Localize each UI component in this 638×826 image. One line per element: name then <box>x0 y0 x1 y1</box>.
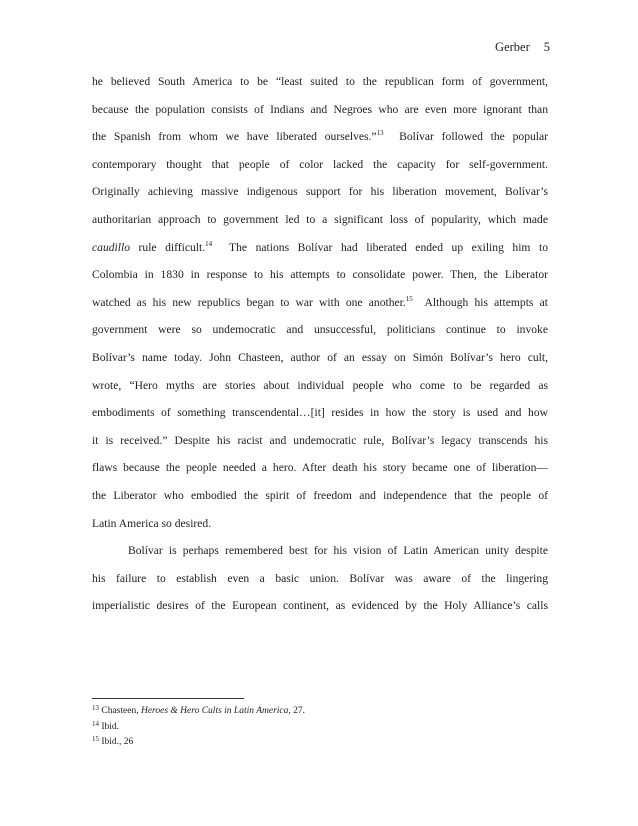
footnote-number: 15 <box>92 735 99 743</box>
page-header <box>495 40 550 55</box>
text-line <box>92 234 548 262</box>
footnote-text: Chasteen, <box>101 706 141 716</box>
text-fragment: rule difficult. <box>138 240 206 254</box>
footnote-ref-14: 14 <box>205 239 213 248</box>
footnote-title: Heroes & Hero Cults in Latin America <box>140 706 289 716</box>
footnote-number: 14 <box>92 719 99 728</box>
footnote-ref-15: 15 <box>405 294 413 303</box>
text-line: flaws because the people needed a hero. After death his story became one of liberation— <box>92 461 548 475</box>
footnote-number: 13 <box>92 704 99 712</box>
text-line: he believed South America to be “least suited to the republican form of government, <box>92 75 548 88</box>
text-line: Bolívar is perhaps remembered best for his vision of Latin American unity despite <box>128 544 548 558</box>
footnote-13 <box>92 704 305 720</box>
text-line: Bolívar’s name today. John Chasteen, author of an essay on Simón Bolívar’s hero cult, <box>92 350 548 364</box>
text-line <box>92 289 548 317</box>
footnote-text: Ibid. <box>101 721 120 732</box>
text-fragment: Although his attempts at <box>424 295 548 309</box>
footnotes <box>92 704 305 751</box>
text-line: wrote, “Hero myths are stories about individual people who come to be regarded as <box>92 378 548 392</box>
text-line: it is received.” Despite his racist and undemocratic rule, Bolívar’s legacy transcends his <box>92 433 548 447</box>
text-line: imperialistic desires of the European continent, as evidenced by the Holy Alliance’s calls <box>92 599 548 613</box>
text-line: the Liberator who embodied the spirit of freedom and independence that the people of <box>92 488 548 502</box>
text-line: Originally achieving massive indigenous support for his liberation movement, Bolívar’s <box>92 185 548 199</box>
italic-term-caudillo: caudillo <box>92 240 130 254</box>
text-line: government were so undemocratic and unsuccessful, politicians continue to invoke <box>92 323 548 337</box>
footnote-text: Ibid., 26 <box>101 737 134 747</box>
text-line: Colombia in 1830 in response to his attempts to consolidate power. Then, the Liberator <box>92 268 548 282</box>
footnote-ref-13: 13 <box>376 129 384 138</box>
text-line: his failure to establish even a basic union. Bolívar was aware of the lingering <box>92 571 548 585</box>
footnote-14 <box>92 720 305 736</box>
footnote-divider <box>92 698 244 699</box>
text-fragment: watched as his new republics began to war with one another. <box>92 295 406 309</box>
text-line: contemporary thought that people of color lacked the capacity for self-government. <box>92 157 548 171</box>
text-fragment: The nations Bolívar had liberated ended up exiling him to <box>229 240 548 254</box>
text-line: Latin America so desired. <box>92 516 212 530</box>
text-line: because the population consists of Indians and Negroes who are even more ignorant than <box>92 102 548 116</box>
text-line: embodiments of something transcendental…[it] resides in how the story is used and how <box>92 406 548 420</box>
text-fragment: Bolívar followed the popular <box>399 130 549 144</box>
body-text <box>92 68 548 620</box>
text-line <box>92 123 548 151</box>
footnote-text: , 27. <box>288 706 305 716</box>
text-line: authoritarian approach to government led to a significant loss of popularity, which made <box>92 212 548 226</box>
text-fragment: the Spanish from whom we have liberated ourselves.” <box>92 130 377 144</box>
footnote-15 <box>92 735 305 751</box>
header-page-number: 5 <box>543 40 550 54</box>
header-author: Gerber <box>495 40 530 54</box>
